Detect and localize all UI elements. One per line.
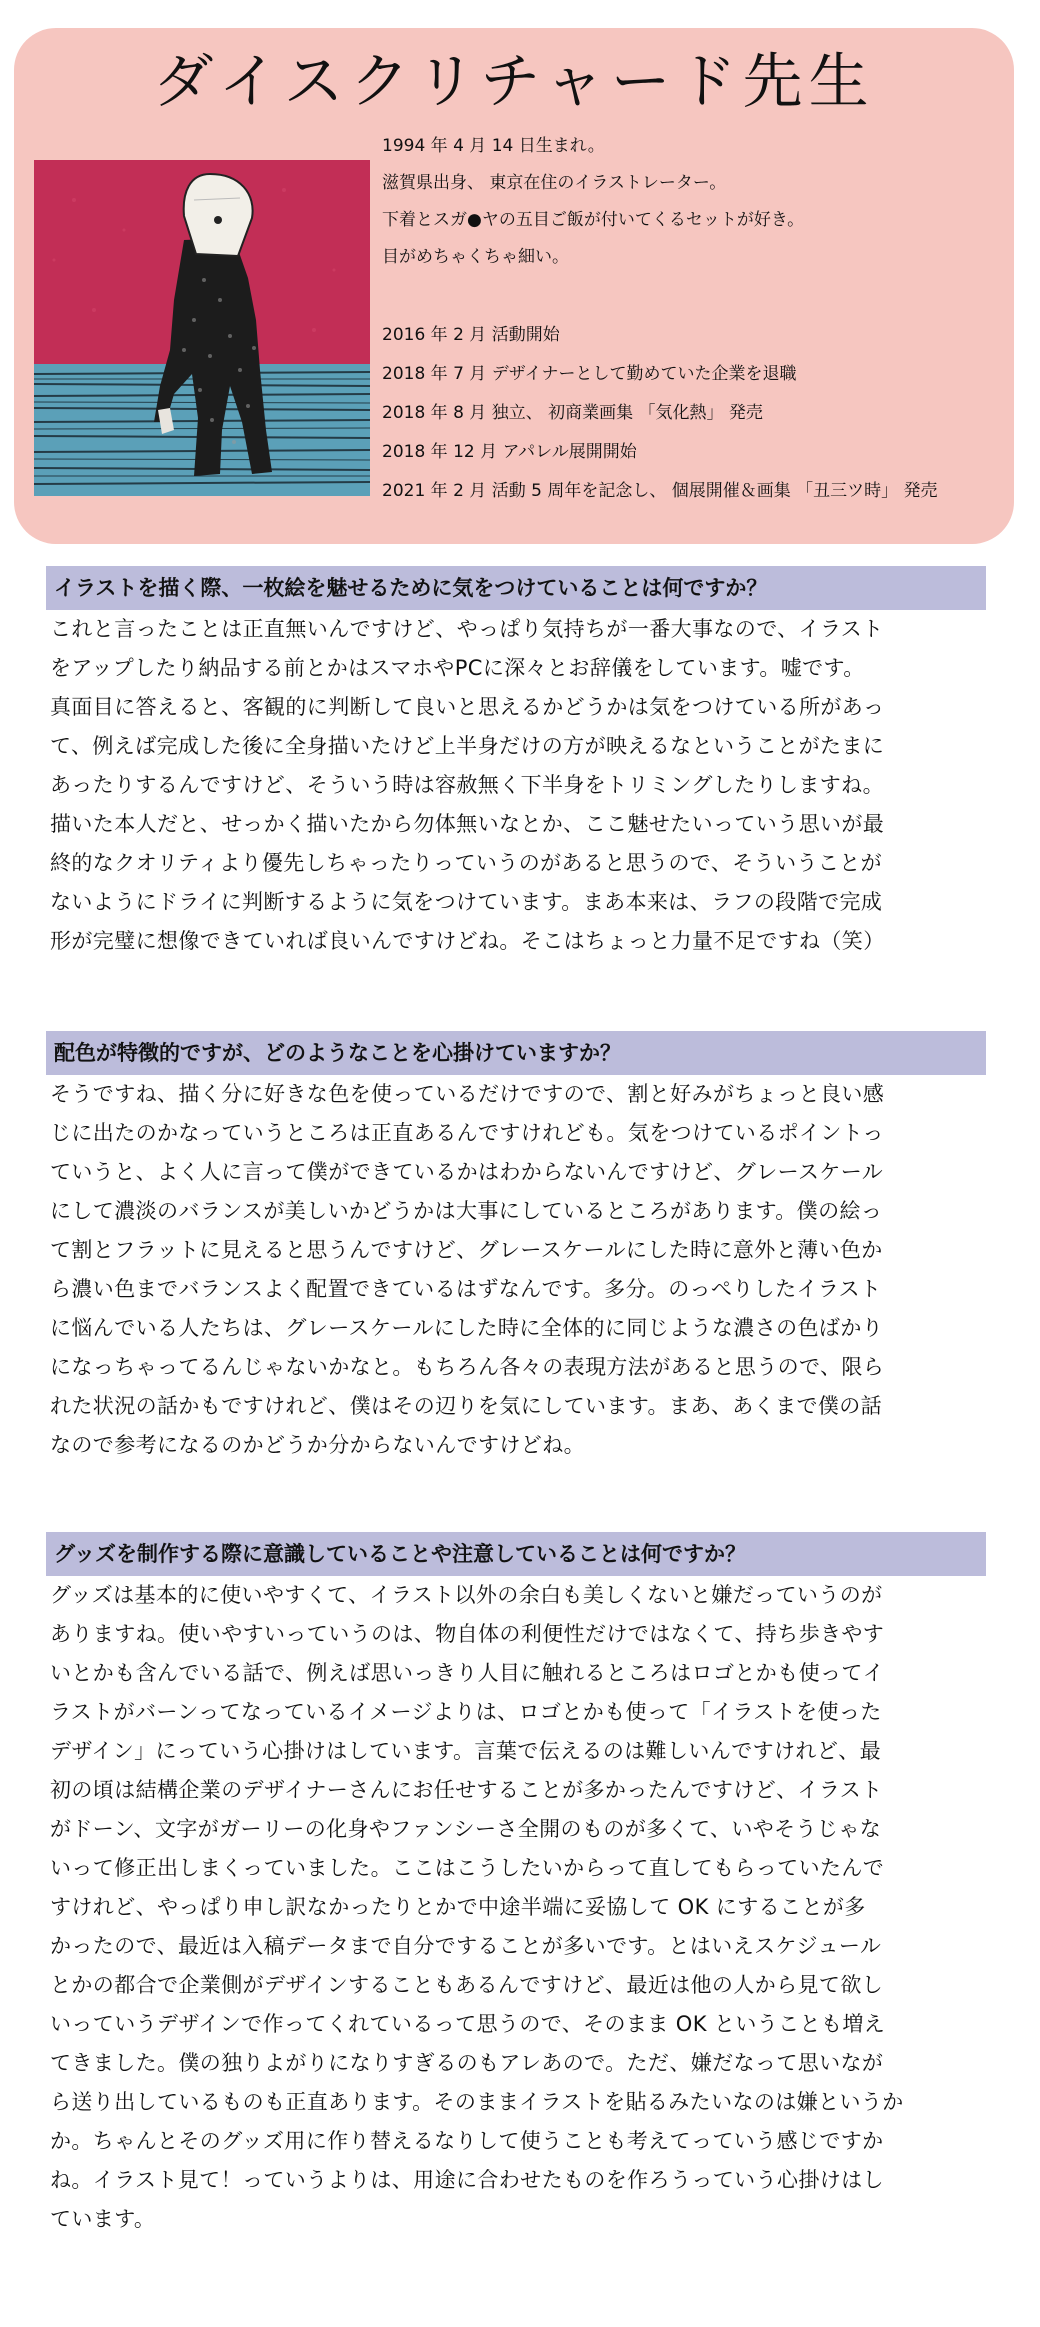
history-line: 2016 年 2 月 活動開始 bbox=[382, 325, 560, 345]
qa-section-1 bbox=[46, 566, 986, 961]
answer-line: これと言ったことは正直無いんですけど、やっぱり気持ちが一番大事なので、イラスト bbox=[50, 617, 884, 641]
answer-line: すけれど、やっぱり申し訳なかったりとかで中途半端に妥協して OK にすることが多 bbox=[50, 1895, 866, 1919]
bio-line: 下着とスガ●ヤの五目ご飯が付いてくるセットが好き。 bbox=[382, 210, 805, 230]
answer-line: そうですね、描く分に好きな色を使っているだけですので、割と好みがちょっと良い感 bbox=[50, 1082, 885, 1106]
question-heading: 配色が特徴的ですが、どのようなことを心掛けていますか？ bbox=[46, 1031, 986, 1075]
answer-line: いっていうデザインで作ってくれているって思うので、そのまま OK ということも増え bbox=[50, 2012, 886, 2036]
answer-line: ないようにドライに判断するように気をつけています。まあ本来は、ラフの段階で完成 bbox=[50, 890, 883, 914]
profile-card bbox=[14, 28, 1014, 544]
answer-line: かったので、最近は入稿データまで自分ですることが多いです。とはいえスケジュール bbox=[50, 1934, 882, 1958]
answer-line: て、例えば完成した後に全身描いたけど上半身だけの方が映えるなということがたまに bbox=[50, 734, 885, 758]
answer-line: をアップしたり納品する前とかはスマホやPCに深々とお辞儀をしています。嘘です。 bbox=[50, 656, 865, 680]
answer-line: てきました。僕の独りよがりになりすぎるのもアレあので。ただ、嫌だなって思いなが bbox=[50, 2051, 884, 2075]
history-line: 2018 年 8 月 独立、 初商業画集 「気化熱」 発売 bbox=[382, 403, 763, 423]
answer-line: とかの都合で企業側がデザインすることもあるんですけど、最近は他の人から見て欲し bbox=[50, 1973, 884, 1997]
bio-line: 1994 年 4 月 14 日生まれ。 bbox=[382, 136, 605, 156]
answer-line: 初の頃は結構企業のデザイナーさんにお任せすることが多かったんですけど、イラスト bbox=[50, 1778, 883, 1802]
answer-line: 真面目に答えると、客観的に判断して良いと思えるかどうかは気をつけている所があっ bbox=[50, 695, 885, 719]
answer-line: に悩んでいる人たちは、グレースケールにした時に全体的に同じような濃さの色ばかり bbox=[50, 1316, 884, 1340]
answer-line: あったりするんですけど、そういう時は容赦無く下半身をトリミングしたりしますね。 bbox=[50, 773, 884, 797]
answer-line: ありますね。使いやすいっていうのは、物自体の利便性だけではなくて、持ち歩きやす bbox=[50, 1622, 885, 1646]
answer-line: がドーン、文字がガーリーの化身やファンシーさ全開のものが多くて、いやそうじゃな bbox=[50, 1817, 882, 1841]
answer-line: て割とフラットに見えると思うんですけど、グレースケールにした時に意外と薄い色か bbox=[50, 1238, 883, 1262]
answer-line: じに出たのかなっていうところは正直あるんですけれども。気をつけているポイントっ bbox=[50, 1121, 884, 1145]
profile-bio bbox=[382, 128, 1002, 511]
answer-body bbox=[46, 1075, 986, 1465]
question-heading: イラストを描く際、一枚絵を魅せるために気をつけていることは何ですか？ bbox=[46, 566, 986, 610]
answer-line: いって修正出しまくっていました。ここはこうしたいからって直してもらっていたんで bbox=[50, 1856, 885, 1880]
answer-body bbox=[46, 610, 986, 961]
illustration-figure-in-sea bbox=[34, 160, 370, 496]
profile-title: ダイスクリチャード先生 bbox=[153, 47, 875, 117]
answer-line: 終的なクオリティより優先しちゃったりっていうのがあると思うので、そういうことが bbox=[50, 851, 883, 875]
qa-section-3 bbox=[46, 1532, 986, 2239]
answer-line: なので参考になるのかどうか分からないんですけどね。 bbox=[50, 1433, 585, 1457]
answer-line: グッズは基本的に使いやすくて、イラスト以外の余白も美しくないと嫌だっていうのが bbox=[50, 1583, 883, 1607]
bio-spacer bbox=[382, 276, 1002, 316]
answer-line: デザイン」にっていう心掛けはしています。言葉で伝えるのは難しいんですけれど、最 bbox=[50, 1739, 882, 1763]
answer-line: か。ちゃんとそのグッズ用に作り替えるなりして使うことも考えてっていう感じですか bbox=[50, 2129, 884, 2153]
bio-line: 滋賀県出身、 東京在住のイラストレーター。 bbox=[382, 173, 727, 193]
history-line: 2021 年 2 月 活動 5 周年を記念し、 個展開催＆画集 「丑三ツ時」 発売 bbox=[382, 481, 938, 501]
history-line: 2018 年 7 月 デザイナーとして勤めていた企業を退職 bbox=[382, 364, 797, 384]
history-line: 2018 年 12 月 アパレル展開開始 bbox=[382, 442, 637, 462]
qa-section-2 bbox=[46, 1031, 986, 1465]
answer-line: ね。イラスト見て！っていうよりは、用途に合わせたものを作ろうっていう心掛けはし bbox=[50, 2168, 884, 2192]
answer-line: 描いた本人だと、せっかく描いたから勿体無いなとか、ここ魅せたいっていう思いが最 bbox=[50, 812, 885, 836]
answer-line: ら濃い色までバランスよく配置できているはずなんです。多分。のっぺりしたイラスト bbox=[50, 1277, 882, 1301]
profile-illustration bbox=[34, 160, 370, 496]
answer-line: ています。 bbox=[50, 2207, 156, 2231]
answer-body bbox=[46, 1576, 986, 2239]
answer-line: れた状況の話かもですけれど、僕はその辺りを気にしています。まあ、あくまで僕の話 bbox=[50, 1394, 883, 1418]
answer-line: いとかも含んでいる話で、例えば思いっきり人目に触れるところはロゴとかも使ってイ bbox=[50, 1661, 885, 1685]
answer-line: ら送り出しているものも正直あります。そのままイラストを貼るみたいなのは嫌というか bbox=[50, 2090, 904, 2114]
answer-line: ラストがバーンってなっているイメージよりは、ロゴとかも使って「イラストを使った bbox=[50, 1700, 882, 1724]
answer-line: になっちゃってるんじゃないかなと。もちろん各々の表現方法があると思うので、限ら bbox=[50, 1355, 885, 1379]
answer-line: 形が完璧に想像できていれば良いんですけどね。そこはちょっと力量不足ですね（笑） bbox=[50, 929, 885, 953]
answer-line: にして濃淡のバランスが美しいかどうかは大事にしているところがあります。僕の絵っ bbox=[50, 1199, 883, 1223]
question-heading: グッズを制作する際に意識していることや注意していることは何ですか？ bbox=[46, 1532, 986, 1576]
bio-line: 目がめちゃくちゃ細い。 bbox=[382, 247, 569, 267]
answer-line: ていうと、よく人に言って僕ができているかはわからないんですけど、グレースケール bbox=[50, 1160, 884, 1184]
